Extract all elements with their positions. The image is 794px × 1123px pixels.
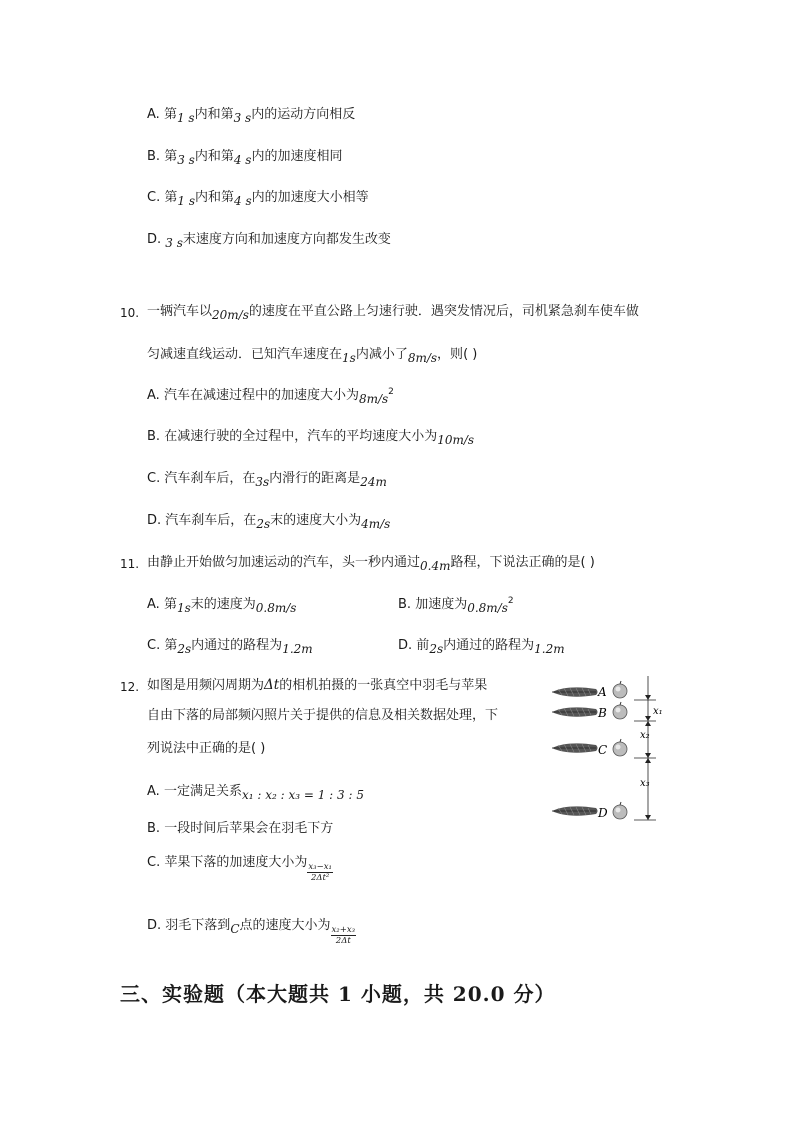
q9-option-c [147, 187, 369, 208]
q9-option-d [147, 229, 391, 250]
fraction [331, 925, 357, 946]
q12-option-c [147, 852, 333, 883]
option-text: 内通过的路程为 [191, 638, 283, 653]
superscript: 2 [388, 387, 394, 397]
math: 1.2m [282, 642, 313, 656]
superscript: 2 [507, 596, 514, 606]
math: 1.2m [534, 642, 565, 656]
math: 10m/s [437, 433, 475, 447]
apple-icon [613, 739, 627, 756]
numerator: x₂+x₃ [331, 925, 356, 935]
option-text: 汽车刹车后，在 [165, 513, 257, 528]
question-number: 10. [120, 306, 140, 320]
q12-stem-line1 [147, 675, 487, 696]
option-letter: D. [398, 638, 413, 653]
answer-blank: ( ) [463, 347, 478, 362]
stem-text: ，则 [437, 347, 464, 362]
label-x2: x₂ [640, 730, 650, 741]
option-text: 第 [164, 149, 178, 164]
option-letter: C. [147, 190, 161, 205]
question-number: 12. [120, 680, 140, 694]
math: 0.8m/s [255, 601, 297, 615]
feather-icon [552, 743, 598, 752]
option-text: 内通过的路程为 [443, 638, 535, 653]
option-letter: A. [147, 784, 160, 799]
q10-option-a [147, 385, 394, 407]
math: 1s [342, 351, 356, 365]
option-text: 前 [416, 638, 430, 653]
math: 4 s [233, 153, 252, 167]
option-letter: C. [147, 638, 161, 653]
option-text: 加速度为 [415, 597, 468, 612]
option-text: 内的加速度相同 [251, 149, 343, 164]
q10-stem-line2 [147, 344, 477, 365]
math: 3 s [165, 236, 183, 250]
math: 3 s [233, 111, 252, 125]
feather-icon [552, 806, 598, 815]
math: 3 s [177, 153, 195, 167]
q11-option-c [147, 635, 313, 656]
q10-option-c [147, 468, 387, 489]
answer-blank: ( ) [580, 555, 595, 570]
fraction [307, 862, 333, 883]
option-text: 第 [164, 190, 178, 205]
option-text: 内和第 [194, 149, 234, 164]
option-text: 汽车在减速过程中的加速度大小为 [163, 388, 359, 403]
stem-text: 如图是用频闪周期为 [147, 678, 265, 693]
option-text: 末速度方向和加速度方向都发生改变 [182, 232, 391, 247]
math: x₁ : x₂ : x₃ = 1 : 3 : 5 [241, 788, 364, 802]
numerator: x₃−x₁ [308, 862, 332, 872]
option-text: 在减速行驶的全过程中，汽车的平均速度大小为 [164, 429, 438, 444]
option-letter: A. [147, 107, 160, 122]
math: 8m/s [358, 392, 389, 406]
math: 0.4m [420, 559, 451, 573]
option-text: 第 [164, 638, 178, 653]
denominator: 2Δt [335, 936, 351, 946]
math: 1 s [176, 111, 195, 125]
option-text: 末的速度为 [190, 597, 256, 612]
option-letter: C. [147, 471, 161, 486]
option-letter: B. [147, 429, 161, 444]
q11-stem [147, 552, 595, 573]
option-letter: D. [147, 513, 162, 528]
feather-icon [552, 687, 598, 696]
option-letter: B. [147, 149, 161, 164]
stem-text: 一辆汽车以 [147, 304, 213, 319]
stem-text: 路程，下说法正确的是 [450, 555, 581, 570]
option-letter: B. [147, 821, 161, 836]
option-letter: D. [147, 232, 162, 247]
math: 1 s [177, 194, 195, 208]
q11-option-a [147, 594, 296, 615]
option-text: 末的速度大小为 [270, 513, 362, 528]
q12-option-a [147, 781, 364, 802]
option-text: 第 [163, 597, 177, 612]
option-text: 内和第 [194, 107, 234, 122]
stem-text: 的速度在平直公路上匀速行驶．遇突发情况后，司机紧急刹车使车做 [248, 304, 639, 319]
math: 2s [177, 642, 192, 656]
stem-text: 的相机拍摄的一张真空中羽毛与苹果 [279, 678, 488, 693]
label-x1: x₁ [653, 706, 663, 717]
q10-option-d [147, 510, 390, 531]
math: 4 s [234, 194, 252, 208]
apple-icon [613, 681, 627, 698]
math: 20m/s [212, 308, 249, 322]
q10-option-b [147, 426, 474, 447]
label-x3: x₃ [640, 778, 650, 789]
option-text: 第 [163, 107, 177, 122]
math: 24m [360, 475, 387, 489]
label-a: A [598, 685, 607, 699]
option-text: 羽毛下落到 [165, 918, 231, 933]
option-text: 内滑行的距离是 [269, 471, 361, 486]
option-letter: A. [147, 388, 160, 403]
stem-text: 内减小了 [355, 347, 408, 362]
option-letter: C. [147, 855, 161, 870]
q9-option-a [147, 104, 355, 125]
option-text: 内的运动方向相反 [251, 107, 356, 122]
option-text: 内的加速度大小相等 [251, 190, 369, 205]
option-letter: D. [147, 918, 162, 933]
math: 8m/s [407, 351, 438, 365]
option-text: 汽车刹车后，在 [164, 471, 256, 486]
stem-text: 匀减速直线运动．已知汽车速度在 [147, 347, 343, 362]
option-letter: B. [398, 597, 412, 612]
option-text: 点的速度大小为 [239, 918, 331, 933]
math: 2s [256, 517, 271, 531]
option-text: 一段时间后苹果会在羽毛下方 [164, 821, 334, 836]
denominator: 2Δt² [310, 873, 330, 883]
option-text: 一定满足关系 [163, 784, 242, 799]
option-letter: A. [147, 597, 160, 612]
q12-option-b [147, 819, 333, 839]
answer-blank: ( ) [251, 741, 266, 756]
math: 2s [429, 642, 444, 656]
section-heading: 三、实验题（本大题共 1 小题，共 20.0 分） [120, 982, 556, 1006]
label-b: B [598, 706, 607, 720]
feather-apple-strobe-figure [548, 674, 668, 826]
q12-stem-line3 [147, 739, 265, 759]
math: 0.8m/s [467, 601, 508, 615]
stem-text: 列说法中正确的是 [147, 741, 252, 756]
q10-stem-line1 [147, 301, 639, 322]
stem-text: 由静止开始做匀加速运动的汽车，头一秒内通过 [147, 555, 421, 570]
q11-option-b [398, 594, 514, 616]
q12-stem-line2: 自由下落的局部频闪照片关于提供的信息及相关数据处理，下 [147, 708, 499, 723]
label-c: C [598, 743, 608, 757]
math: C [230, 922, 240, 936]
question-number: 11. [120, 557, 140, 571]
math: 1s [176, 601, 191, 615]
feather-icon [552, 707, 598, 716]
math: Δt [264, 677, 280, 693]
q9-option-b [147, 146, 342, 167]
label-d: D [598, 806, 608, 820]
math: 3s [255, 475, 270, 489]
option-text: 苹果下落的加速度大小为 [164, 855, 308, 870]
math: 4m/s [361, 517, 391, 531]
apple-icon [613, 802, 627, 819]
q11-option-d [398, 635, 565, 656]
apple-icon [613, 702, 627, 719]
option-text: 内和第 [194, 190, 234, 205]
